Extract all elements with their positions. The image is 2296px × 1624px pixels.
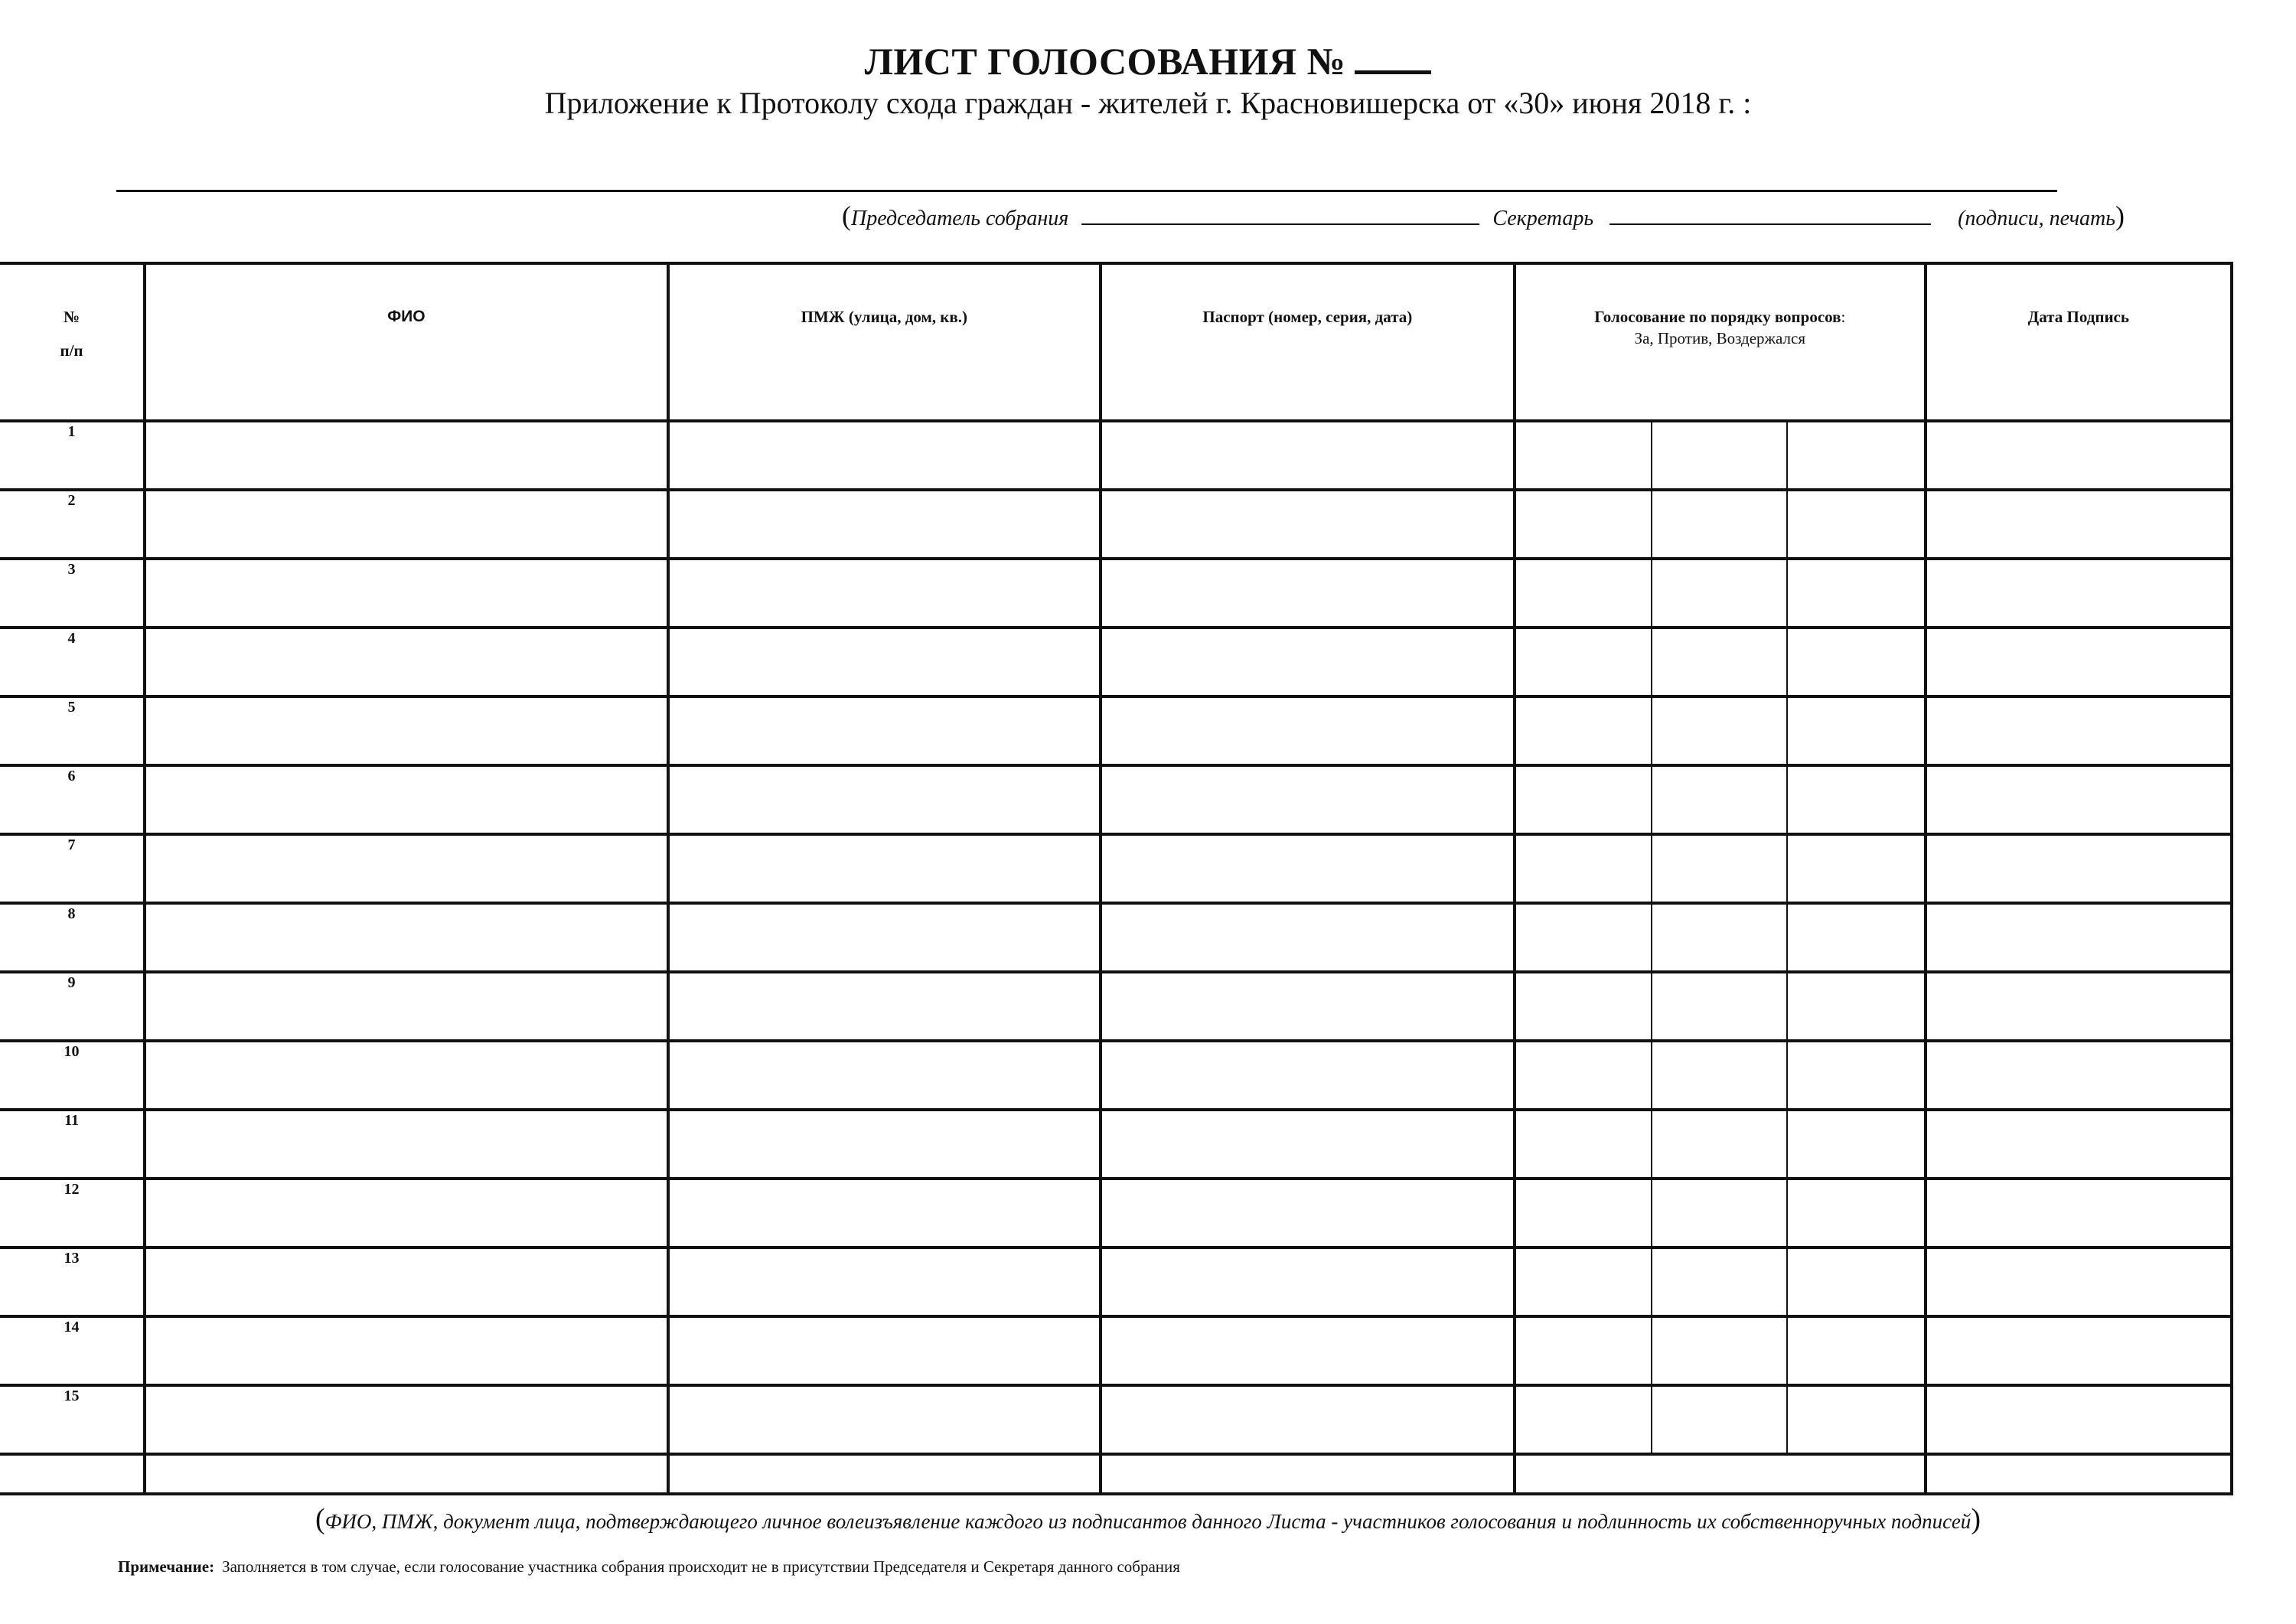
vote-cell-for[interactable] [1515, 1247, 1652, 1316]
blank-number-cell [0, 1454, 145, 1494]
vote-cell-abstain[interactable] [1787, 490, 1926, 559]
vote-cell-for[interactable] [1515, 972, 1652, 1041]
passport-cell[interactable] [1101, 1316, 1515, 1385]
fio-cell[interactable] [145, 490, 668, 559]
vote-cell-for[interactable] [1515, 421, 1652, 490]
residence-cell[interactable] [668, 421, 1101, 490]
fio-cell[interactable] [145, 1041, 668, 1110]
date-signature-cell[interactable] [1926, 1316, 2232, 1385]
vote-cell-abstain[interactable] [1787, 1316, 1926, 1385]
sheet-title [0, 37, 2296, 86]
officials-signature-block [842, 197, 2125, 237]
fio-cell[interactable] [145, 628, 668, 696]
residence-cell[interactable] [668, 490, 1101, 559]
vote-cell-against[interactable] [1652, 1110, 1787, 1179]
header-voting [1515, 263, 1926, 421]
fio-cell[interactable] [145, 1110, 668, 1179]
vote-cell-against[interactable] [1652, 834, 1787, 903]
officials-open-paren: ( [842, 201, 851, 231]
sheet-number-blank[interactable] [1355, 37, 1431, 74]
footer-legend [0, 1502, 2296, 1539]
table-row [0, 972, 2232, 1041]
vote-cell-against[interactable] [1652, 1247, 1787, 1316]
row-number-cell: 2 [0, 490, 145, 559]
row-number-cell: 11 [0, 1110, 145, 1179]
vote-cell-abstain[interactable] [1787, 1247, 1926, 1316]
table-body [0, 421, 2232, 1494]
passport-cell[interactable] [1101, 1179, 1515, 1247]
table-row-blank [0, 1454, 2232, 1494]
residence-cell[interactable] [668, 765, 1101, 834]
secretary-signature-line[interactable] [1609, 202, 1931, 225]
date-signature-cell[interactable] [1926, 972, 2232, 1041]
legend-text: ФИО, ПМЖ, документ лица, подтверждающего личное волеизъявление каждого из подписантов данного Листа - участников голосования и подлинность их собственноручных подписей [325, 1510, 1971, 1533]
vote-cell-abstain[interactable] [1787, 972, 1926, 1041]
chairman-label: Председатель собрания [851, 207, 1069, 230]
residence-cell[interactable] [668, 903, 1101, 972]
sheet-subtitle: Приложение к Протоколу схода граждан - жителей г. Красновишерска от «30» июня 2018 г. : [544, 86, 1752, 120]
vote-cell-against[interactable] [1652, 696, 1787, 765]
table-row [0, 490, 2232, 559]
fio-cell[interactable] [145, 559, 668, 628]
blank-passport-cell[interactable] [1101, 1454, 1515, 1494]
top-signature-line[interactable] [116, 190, 2057, 192]
passport-cell[interactable] [1101, 1110, 1515, 1179]
officials-close-paren: ) [2115, 201, 2125, 231]
row-number-cell: 10 [0, 1041, 145, 1110]
date-signature-cell[interactable] [1926, 903, 2232, 972]
row-number-cell: 13 [0, 1247, 145, 1316]
table-row [0, 696, 2232, 765]
vote-cell-abstain[interactable] [1787, 765, 1926, 834]
row-number-cell: 5 [0, 696, 145, 765]
vote-cell-for[interactable] [1515, 1316, 1652, 1385]
vote-cell-against[interactable] [1652, 1041, 1787, 1110]
fio-cell[interactable] [145, 1385, 668, 1454]
row-number-cell: 12 [0, 1179, 145, 1247]
secretary-label: Секретарь [1492, 207, 1594, 230]
header-number-symbol: № [63, 308, 80, 326]
residence-cell[interactable] [668, 1247, 1101, 1316]
voting-table [0, 262, 2233, 1495]
vote-cell-against[interactable] [1652, 628, 1787, 696]
passport-cell[interactable] [1101, 765, 1515, 834]
vote-cell-abstain[interactable] [1787, 903, 1926, 972]
chairman-signature-line[interactable] [1081, 202, 1479, 225]
row-number-cell: 6 [0, 765, 145, 834]
residence-cell[interactable] [668, 834, 1101, 903]
vote-cell-for[interactable] [1515, 765, 1652, 834]
residence-cell[interactable] [668, 972, 1101, 1041]
row-number-cell: 1 [0, 421, 145, 490]
date-signature-cell[interactable] [1926, 559, 2232, 628]
table-row [0, 559, 2232, 628]
vote-cell-abstain[interactable] [1787, 1179, 1926, 1247]
residence-cell[interactable] [668, 1110, 1101, 1179]
residence-cell[interactable] [668, 1316, 1101, 1385]
date-signature-cell[interactable] [1926, 696, 2232, 765]
vote-cell-for[interactable] [1515, 490, 1652, 559]
header-passport: Паспорт (номер, серия, дата) [1101, 263, 1515, 421]
table-row [0, 1385, 2232, 1454]
note-label: Примечание: [118, 1557, 215, 1576]
header-fio: ФИО [145, 263, 668, 421]
residence-cell[interactable] [668, 696, 1101, 765]
vote-cell-against[interactable] [1652, 1179, 1787, 1247]
passport-cell[interactable] [1101, 1385, 1515, 1454]
table-row [0, 903, 2232, 972]
vote-cell-against[interactable] [1652, 903, 1787, 972]
voting-table-wrap [0, 262, 2233, 1460]
legend-open-paren: ( [315, 1503, 325, 1535]
vote-cell-abstain[interactable] [1787, 421, 1926, 490]
vote-cell-against[interactable] [1652, 765, 1787, 834]
passport-cell[interactable] [1101, 972, 1515, 1041]
note-text: Заполняется в том случае, если голосование участника собрания происходит не в присутствии Председателя и Секретаря данного собрания [222, 1557, 1180, 1576]
residence-cell[interactable] [668, 628, 1101, 696]
blank-date-cell[interactable] [1926, 1454, 2232, 1494]
passport-cell[interactable] [1101, 1247, 1515, 1316]
row-number-cell: 8 [0, 903, 145, 972]
blank-vote-cell[interactable] [1515, 1454, 1926, 1494]
vote-cell-for[interactable] [1515, 1385, 1652, 1454]
footer-note [118, 1555, 1180, 1578]
vote-cell-against[interactable] [1652, 1385, 1787, 1454]
vote-cell-abstain[interactable] [1787, 696, 1926, 765]
fio-cell[interactable] [145, 765, 668, 834]
header-voting-title: Голосование по порядку вопросов [1594, 308, 1841, 326]
date-signature-cell[interactable] [1926, 1385, 2232, 1454]
vote-cell-for[interactable] [1515, 1110, 1652, 1179]
vote-cell-abstain[interactable] [1787, 1385, 1926, 1454]
signatures-stamp-label: (подписи, печать) [1958, 201, 2125, 231]
fio-cell[interactable] [145, 1247, 668, 1316]
header-date-signature: Дата Подпись [1926, 263, 2232, 421]
passport-cell[interactable] [1101, 834, 1515, 903]
vote-cell-abstain[interactable] [1787, 628, 1926, 696]
header-number [0, 263, 145, 421]
vote-cell-abstain[interactable] [1787, 1041, 1926, 1110]
passport-cell[interactable] [1101, 490, 1515, 559]
vote-cell-for[interactable] [1515, 903, 1652, 972]
passport-cell[interactable] [1101, 1041, 1515, 1110]
date-signature-cell[interactable] [1926, 834, 2232, 903]
vote-cell-for[interactable] [1515, 1041, 1652, 1110]
vote-cell-against[interactable] [1652, 559, 1787, 628]
sheet-title-text: ЛИСТ ГОЛОСОВАНИЯ № [864, 40, 1346, 83]
row-number-cell: 7 [0, 834, 145, 903]
header-voting-title-line [1516, 306, 1924, 328]
vote-cell-for[interactable] [1515, 1179, 1652, 1247]
fio-cell[interactable] [145, 903, 668, 972]
date-signature-cell[interactable] [1926, 628, 2232, 696]
row-number-cell: 3 [0, 559, 145, 628]
vote-cell-against[interactable] [1652, 421, 1787, 490]
table-row [0, 1179, 2232, 1247]
row-number-cell: 15 [0, 1385, 145, 1454]
vote-cell-abstain[interactable] [1787, 559, 1926, 628]
vote-cell-for[interactable] [1515, 559, 1652, 628]
fio-cell[interactable] [145, 696, 668, 765]
vote-cell-for[interactable] [1515, 834, 1652, 903]
fio-cell[interactable] [145, 834, 668, 903]
date-signature-cell[interactable] [1926, 1247, 2232, 1316]
residence-cell[interactable] [668, 1179, 1101, 1247]
vote-cell-against[interactable] [1652, 490, 1787, 559]
vote-cell-against[interactable] [1652, 1316, 1787, 1385]
passport-cell[interactable] [1101, 696, 1515, 765]
table-row [0, 1041, 2232, 1110]
passport-cell[interactable] [1101, 421, 1515, 490]
header-voting-options: За, Против, Воздержался [1634, 329, 1806, 347]
bottom-signature-line[interactable] [129, 1492, 2135, 1494]
row-number-cell: 14 [0, 1316, 145, 1385]
fio-cell[interactable] [145, 421, 668, 490]
table-row [0, 834, 2232, 903]
table-row [0, 1316, 2232, 1385]
date-signature-cell[interactable] [1926, 1110, 2232, 1179]
vote-cell-for[interactable] [1515, 696, 1652, 765]
vote-cell-for[interactable] [1515, 628, 1652, 696]
blank-residence-cell[interactable] [668, 1454, 1101, 1494]
vote-cell-against[interactable] [1652, 972, 1787, 1041]
passport-cell[interactable] [1101, 903, 1515, 972]
residence-cell[interactable] [668, 1385, 1101, 1454]
fio-cell[interactable] [145, 972, 668, 1041]
vote-cell-abstain[interactable] [1787, 834, 1926, 903]
table-row [0, 1247, 2232, 1316]
header-voting-colon: : [1841, 308, 1846, 326]
date-signature-cell[interactable] [1926, 421, 2232, 490]
blank-fio-cell[interactable] [145, 1454, 668, 1494]
vote-cell-abstain[interactable] [1787, 1110, 1926, 1179]
table-row [0, 628, 2232, 696]
table-row [0, 1110, 2232, 1179]
date-signature-cell[interactable] [1926, 1179, 2232, 1247]
row-number-cell: 9 [0, 972, 145, 1041]
table-header-row [0, 263, 2232, 421]
fio-cell[interactable] [145, 1316, 668, 1385]
legend-close-paren: ) [1971, 1503, 1981, 1535]
date-signature-cell[interactable] [1926, 765, 2232, 834]
date-signature-cell[interactable] [1926, 1041, 2232, 1110]
table-row [0, 421, 2232, 490]
residence-cell[interactable] [668, 1041, 1101, 1110]
signatures-stamp-text: подписи, печать [1965, 207, 2116, 230]
passport-cell[interactable] [1101, 559, 1515, 628]
residence-cell[interactable] [668, 559, 1101, 628]
passport-cell[interactable] [1101, 628, 1515, 696]
table-row [0, 765, 2232, 834]
header-number-abbr: п/п [60, 341, 83, 360]
row-number-cell: 4 [0, 628, 145, 696]
header-residence: ПМЖ (улица, дом, кв.) [668, 263, 1101, 421]
date-signature-cell[interactable] [1926, 490, 2232, 559]
fio-cell[interactable] [145, 1179, 668, 1247]
